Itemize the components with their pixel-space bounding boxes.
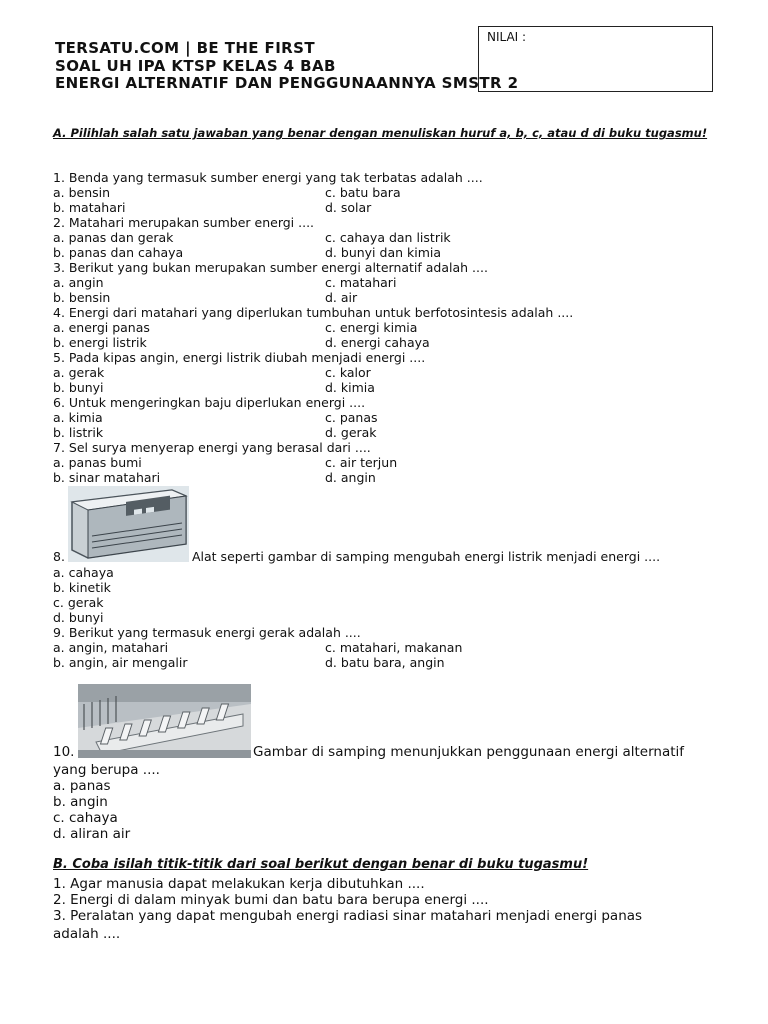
options-row <box>53 410 378 425</box>
options-row <box>53 470 376 485</box>
options-row <box>53 455 398 470</box>
option-a: a. panas bumi <box>53 455 142 470</box>
options-row <box>53 335 430 350</box>
options-row <box>53 365 371 380</box>
option-d: d. kimia <box>325 380 375 395</box>
option-c: c. cahaya dan listrik <box>325 230 451 245</box>
essay-question-2: 2. Energi di dalam minyak bumi dan batu bara berupa energi .... <box>53 892 489 908</box>
option-c: c. gerak <box>53 595 104 610</box>
options-row <box>53 275 397 290</box>
option-c: c. kalor <box>325 365 371 380</box>
options-row <box>53 425 377 440</box>
question-2: 2. Matahari merupakan sumber energi .... <box>53 215 315 230</box>
question-6: 6. Untuk mengeringkan baju diperlukan energi .... <box>53 395 366 410</box>
document-header <box>55 40 518 93</box>
header-line-1: TERSATU.COM | BE THE FIRST <box>55 39 315 57</box>
option-d: d. batu bara, angin <box>325 655 445 670</box>
question-1: 1. Benda yang termasuk sumber energi yang tak terbatas adalah .... <box>53 170 483 185</box>
options-row <box>53 245 442 260</box>
option-b: b. matahari <box>53 200 126 215</box>
option-b: b. sinar matahari <box>53 470 161 485</box>
option-d: d. gerak <box>325 425 377 440</box>
option-c: c. matahari, makanan <box>325 640 463 655</box>
section-b-instruction: B. Coba isilah titik-titik dari soal berikut dengan benar di buku tugasmu! <box>53 857 589 872</box>
option-b: b. bensin <box>53 290 111 305</box>
option-a: a. angin <box>53 275 104 290</box>
options-row <box>53 200 372 215</box>
options-row <box>53 320 418 335</box>
option-a: a. energi panas <box>53 320 150 335</box>
section-a-instruction: A. Pilihlah salah satu jawaban yang benar dengan menuliskan huruf a, b, c, atau d di buku tugasmu! <box>53 126 708 140</box>
option-a: a. kimia <box>53 410 103 425</box>
option-c: c. energi kimia <box>325 320 418 335</box>
score-label: NILAI : <box>487 30 527 44</box>
options-row <box>53 290 358 305</box>
options-row <box>53 185 401 200</box>
question-9: 9. Berikut yang termasuk energi gerak adalah .... <box>53 625 361 640</box>
options-row <box>53 380 375 395</box>
essay-question-3: 3. Peralatan yang dapat mengubah energi radiasi sinar matahari menjadi energi panas <box>53 908 643 924</box>
option-b: b. bunyi <box>53 380 104 395</box>
question-8-number: 8. <box>53 549 65 564</box>
question-4: 4. Energi dari matahari yang diperlukan tumbuhan untuk berfotosintesis adalah .... <box>53 305 574 320</box>
option-d: d. solar <box>325 200 372 215</box>
header-line-3: ENERGI ALTERNATIF DAN PENGGUNAANNYA SMSTR 2 <box>55 74 519 92</box>
air-conditioner-image <box>68 486 189 562</box>
option-d: d. energi cahaya <box>325 335 430 350</box>
option-d: d. aliran air <box>53 826 131 842</box>
option-c: c. batu bara <box>325 185 401 200</box>
option-b: b. listrik <box>53 425 104 440</box>
options-row <box>53 655 445 670</box>
option-b: b. angin, air mengalir <box>53 655 188 670</box>
option-b: b. panas dan cahaya <box>53 245 184 260</box>
question-5: 5. Pada kipas angin, energi listrik diubah menjadi energi .... <box>53 350 426 365</box>
option-b: b. angin <box>53 794 108 810</box>
options-row <box>53 640 463 655</box>
option-d: d. air <box>325 290 358 305</box>
option-d: d. angin <box>325 470 376 485</box>
question-8: Alat seperti gambar di samping mengubah energi listrik menjadi energi .... <box>192 549 661 564</box>
option-a: a. angin, matahari <box>53 640 169 655</box>
option-c: c. air terjun <box>325 455 398 470</box>
essay-question-1: 1. Agar manusia dapat melakukan kerja dibutuhkan .... <box>53 876 425 892</box>
option-a: a. panas <box>53 778 111 794</box>
question-7: 7. Sel surya menyerap energi yang berasal dari .... <box>53 440 371 455</box>
option-d: d. bunyi dan kimia <box>325 245 442 260</box>
question-10: Gambar di samping menunjukkan penggunaan energi alternatif <box>253 744 685 760</box>
option-d: d. bunyi <box>53 610 104 625</box>
header-line-2: SOAL UH IPA KTSP KELAS 4 BAB <box>55 56 336 75</box>
option-a: a. cahaya <box>53 565 114 580</box>
question-10-continued: yang berupa .... <box>53 762 160 778</box>
option-a: a. panas dan gerak <box>53 230 174 245</box>
option-c: c. matahari <box>325 275 397 290</box>
question-3: 3. Berikut yang bukan merupakan sumber energi alternatif adalah .... <box>53 260 488 275</box>
question-10-number: 10. <box>53 744 75 760</box>
option-b: b. kinetik <box>53 580 111 595</box>
hydroelectric-dam-image <box>78 684 251 758</box>
essay-question-3-continued: adalah .... <box>53 926 121 942</box>
options-row <box>53 230 451 245</box>
option-a: a. bensin <box>53 185 111 200</box>
option-a: a. gerak <box>53 365 105 380</box>
option-c: c. panas <box>325 410 378 425</box>
option-c: c. cahaya <box>53 810 118 826</box>
option-b: b. energi listrik <box>53 335 147 350</box>
